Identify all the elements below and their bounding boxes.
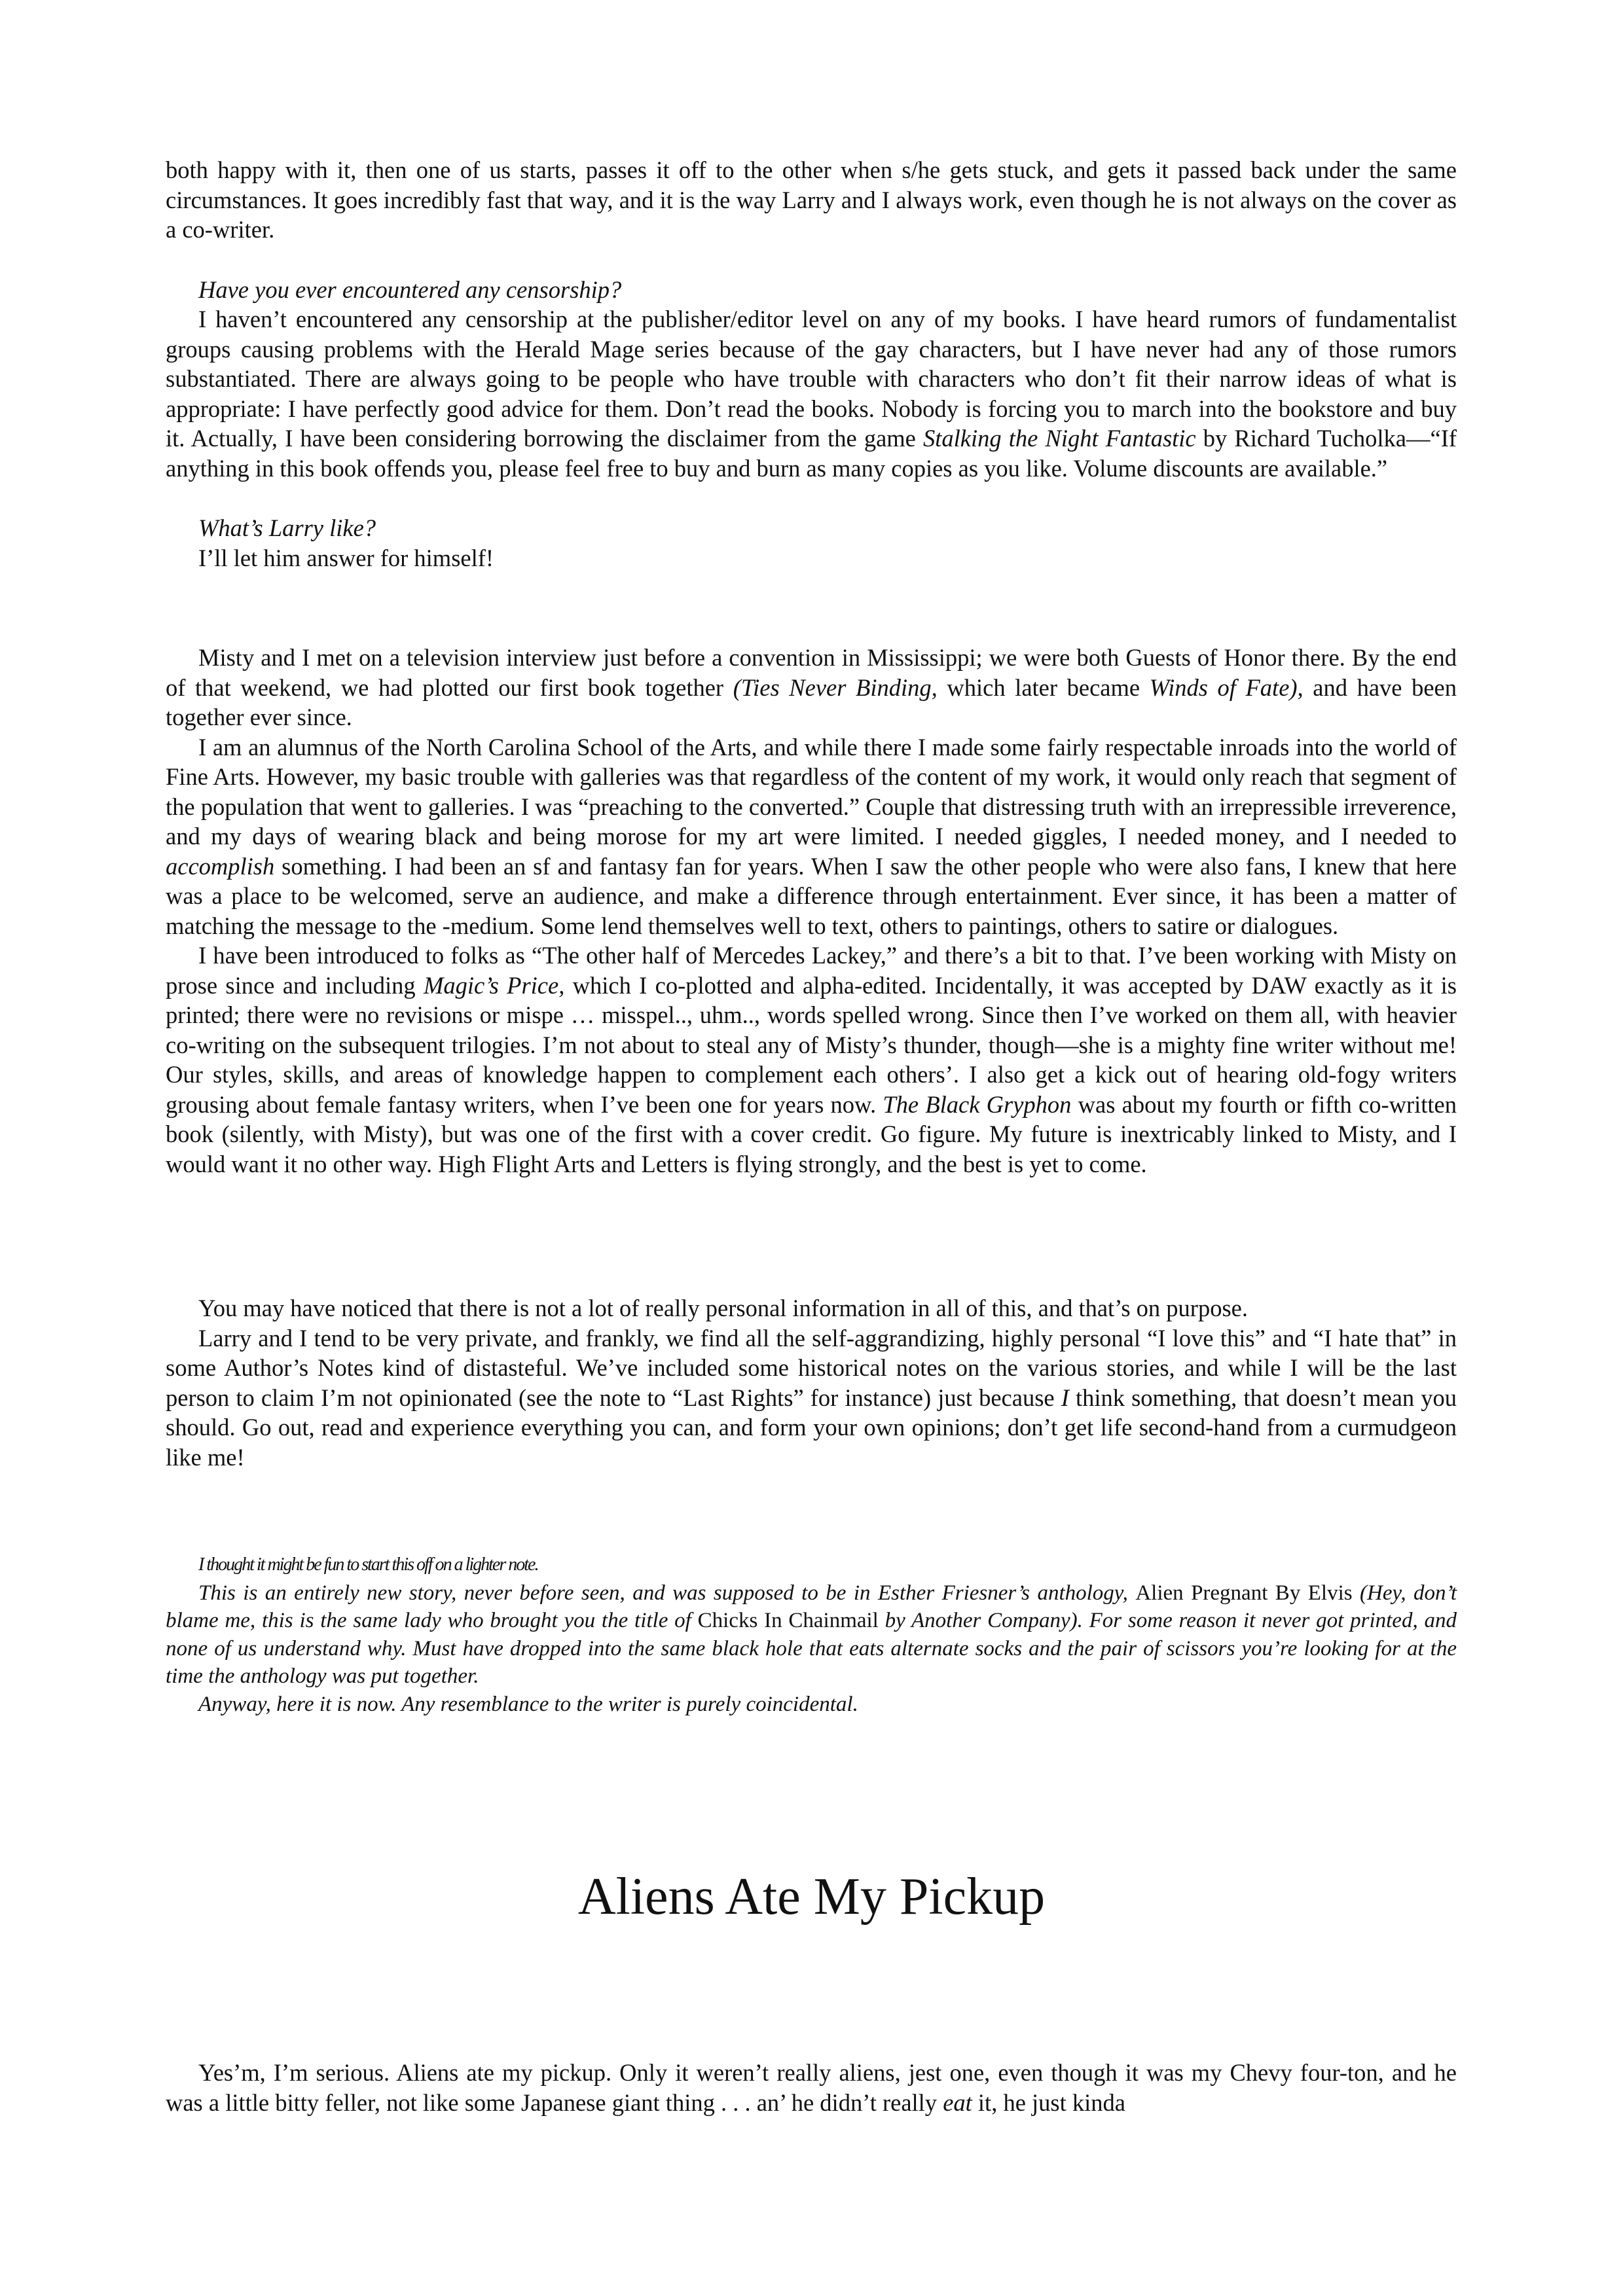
larry-section [166, 643, 1457, 1179]
larry-paragraph-2: I am an alumnus of the North Carolina School of the Arts, and while there I made some fairly respectable inroads into the world of Fine Arts. However, my basic trouble with galleries was that regardless of the content of my work, it would only reach that segment of the population that went to galleries. I was “preaching to the converted.” Couple that distressing truth with an irrepressible irreverence, and my days of wearing black and being morose for my art were limited. I needed giggles, I needed money, and I needed to accomplish something. I had been an sf and fantasy fan for years. When I saw the other people who were also fans, I knew that here was a place to be welcomed, serve an audience, and make a difference through entertainment. Ever since, it has been a matter of matching the message to the -medium. Some lend themselves well to text, others to paintings, others to satire or dialogues. [166, 733, 1457, 939]
censorship-question: Have you ever encountered any censorship? [198, 276, 622, 303]
larry-answer: I’ll let him answer for himself! [198, 544, 494, 571]
game-title: Stalking the Night Fantastic [923, 425, 1196, 452]
larry-question: What’s Larry like? [198, 514, 376, 541]
story-opening [166, 2058, 1457, 2117]
larry-paragraph-3: I have been introduced to folks as “The other half of Mercedes Lackey,” and there’s a bit to that. I’ve been working with Misty on prose since and including Magic’s Price, which I co-plotted and alpha-edited. Incidentally, it was accepted by DAW exactly as it is printed; there were no revisions or mispe … misspel.., uhm.., words spelled wrong. Since then I’ve worked on them all, with heavier co-writing on the subsequent trilogies. I’m not about to steal any of Misty’s thunder, though—she is a mighty fine writer without me! Our styles, skills, and areas of knowledge happen to complement each others’. I also get a kick out of hearing old-fogy writers grousing about female fantasy writers, when I’ve been one for years now. The Black Gryphon was about my fourth or fifth co-written book (silently, with Misty), but was one of the first with a cover credit. Go figure. My future is inextricably linked to Misty, and I would want it no other way. High Flight Arts and Letters is flying strongly, and the best is yet to come. [166, 942, 1457, 1177]
intro-paragraph: both happy with it, then one of us starts, passes it off to the other when s/he gets stuck, and gets it passed back under the same circumstances. It goes incredibly fast that way, and it is the way Larry and I always work, even though he is not always on the cover as a co-writer. [166, 156, 1457, 243]
censorship-answer: I haven’t encountered any censorship at the publisher/editor level on any of my books. I have heard rumors of fundamentalist groups causing problems with the Herald Mage series because of the gay characters, but I have never had any of those rumors substantiated. There are always going to be people who have trouble with characters who don’t fit their narrow ideas of what is appropriate: I have perfectly good advice for them. Don’t read the books. Nobody is forcing you to march into the bookstore and buy it. Actually, I have been considering borrowing the disclaimer from the game Stalking the Night Fantastic by Richard Tucholka—“If anything in this book offends you, please feel free to buy and burn as many copies as you like. Volume discounts are available.” [166, 306, 1457, 482]
story-title: Aliens Ate My Pickup [577, 1868, 1046, 1926]
closing-paragraph-1: You may have noticed that there is not a lot of really personal information in all of this, and that’s on purpose. [198, 1295, 1248, 1321]
story-paragraph-1: Yes’m, I’m serious. Aliens ate my pickup. Only it weren’t really aliens, jest one, even though it was my Chevy four-ton, and he was a little bitty feller, not like some Japanese giant thing . . . an’ he didn’t really eat it, he just kinda [166, 2059, 1457, 2116]
closing-paragraph-2: Larry and I tend to be very private, and frankly, we find all the self-aggrandizing, highly personal “I love this” and “I hate that” in some Author’s Notes kind of distasteful. We’ve included some historical notes on the various stories, and while I will be the last person to claim I’m not opinionated (see the note to “Last Rights” for instance) just because I think something, that doesn’t mean you should. Go out, read and experience everything you can, and form your own opinions; don’t get life second-hand from a curmudgeon like me! [166, 1324, 1457, 1471]
larry-paragraph-1: Misty and I met on a television interview just before a convention in Mississippi; we were both Guests of Honor there. By the end of that weekend, we had plotted our first book together (Ties Never Binding, which later became Winds of Fate), and have been together ever since. [166, 644, 1457, 730]
story-note-paragraph-2: This is an entirely new story, never before seen, and was supposed to be in Esther Friesner’s anthology, Alien Pregnant By Elvis (Hey, don’t blame me, this is the same lady who brought you the title of Chicks In Chainmail by Another Company). For some reason it never got printed, and none of us understand why. Must have dropped into the same black hole that eats alternate socks and the pair of scissors you’re looking for at the time the anthology was put together. [166, 1581, 1457, 1688]
story-note [166, 1551, 1457, 1718]
interview-section [166, 155, 1457, 573]
story-note-line-1: I thought it might be fun to start this off on a lighter note. [198, 1554, 538, 1575]
closing-section [166, 1293, 1457, 1472]
story-note-paragraph-3: Anyway, here it is now. Any resemblance to the writer is purely coincidental. [198, 1692, 858, 1716]
